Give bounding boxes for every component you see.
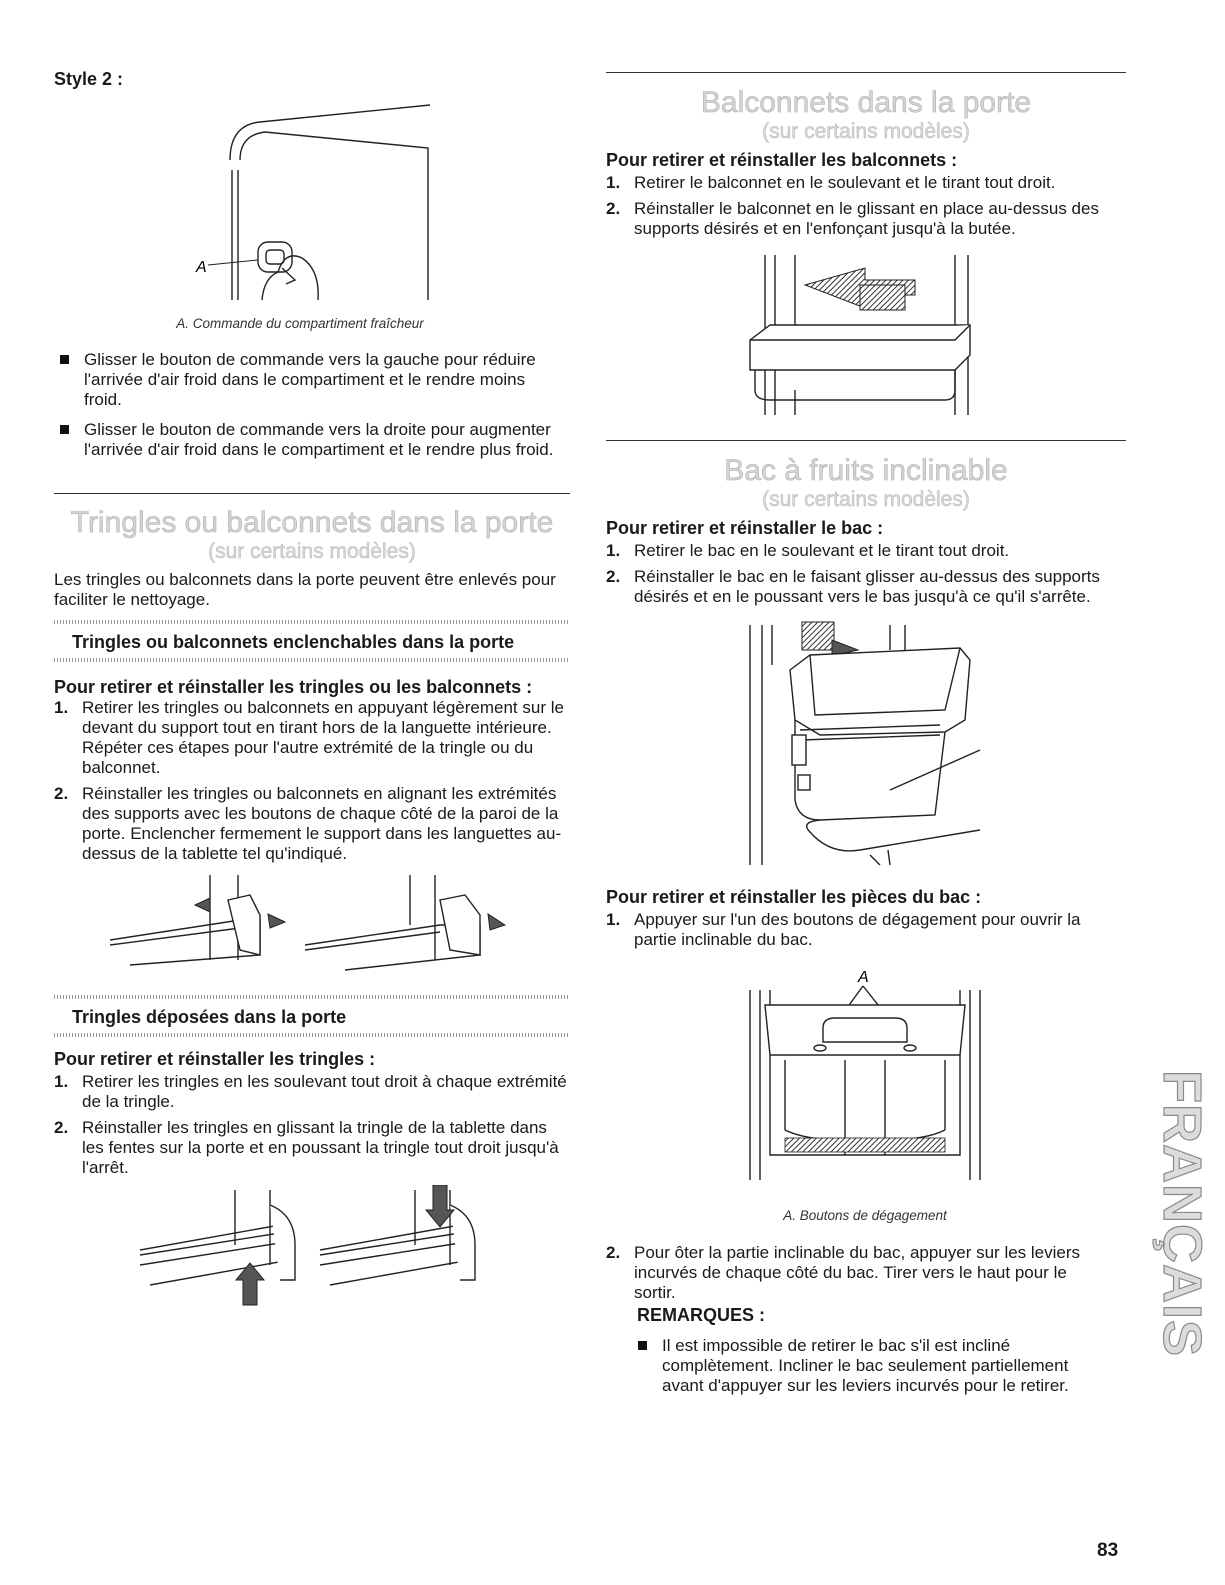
release-buttons-figure: [745, 960, 985, 1190]
hatch-rule: [54, 1033, 570, 1037]
remarks-title: REMARQUES :: [637, 1305, 766, 1325]
step-item: 1. Retirer le bac en le soulevant et le tirant tout droit.: [606, 541, 1010, 560]
section-divider: [54, 493, 570, 494]
sidebar-text: FRANÇAIS: [1152, 1070, 1212, 1357]
bullet-item: Glisser le bouton de commande vers la droite pour augmenter l'arrivée d'air froid dans le compartiment et le rendre plus froid.: [56, 420, 566, 460]
step-item: 2. Réinstaller le balconnet en le glissant en place au-dessus des supports désirés et en l'enfonçant jusqu'à la butée.: [606, 199, 1099, 238]
style-heading: Style 2 :: [54, 69, 124, 89]
s1-steps: [606, 173, 1126, 245]
sub1-heading: Pour retirer et réinstaller les tringles ou les balconnets :: [54, 677, 533, 697]
snap-in-figure: [110, 870, 520, 980]
sub2-steps: [54, 1072, 570, 1184]
tilt-bin-figure: [740, 620, 990, 870]
s2-heading: Pour retirer et réinstaller le bac :: [606, 518, 884, 538]
s2-steps: [606, 541, 1126, 613]
fig2-caption: A. Boutons de dégagement: [783, 1208, 947, 1223]
hatch-rule: [54, 995, 570, 999]
step-item: 2. Pour ôter la partie inclinable du bac, appuyer sur les leviers incurvés de chaque côté du bac. Tirer vers le haut pour le sortir.: [606, 1243, 1081, 1302]
step-item: 2. Réinstaller les tringles en glissant la tringle de la tablette dans les fentes sur la porte et en poussant la tringle tout droit jusqu'à l'arrêt.: [54, 1118, 559, 1177]
fig1-label: A: [196, 259, 207, 276]
door-bin-figure: [740, 250, 990, 420]
s3-step1-list: [606, 910, 1126, 956]
s3-step2-list: [606, 1243, 1111, 1309]
s1-heading: Pour retirer et réinstaller les balconnets :: [606, 150, 958, 170]
sub1-title: Tringles ou balconnets enclenchables dans la porte: [72, 632, 515, 652]
step-item: 1. Retirer les tringles ou balconnets en appuyant légèrement sur le devant du support tout en tirant hors de la languette intérieure. Répéter ces étapes pour l'autre extrémité de la tringle ou du balconnet.: [54, 698, 564, 777]
drop-in-figure: [140, 1185, 500, 1310]
sub1-steps: [54, 698, 570, 870]
section-divider: [606, 72, 1126, 73]
step-item: 1. Retirer le balconnet en le soulevant et le tirant tout droit.: [606, 173, 1056, 192]
s3-heading: Pour retirer et réinstaller les pièces du bac :: [606, 887, 982, 907]
bullet-square: [638, 1341, 647, 1350]
s1-subtitle: (sur certains modèles): [762, 120, 970, 143]
language-sidebar: [1150, 1070, 1214, 1357]
section-divider: [606, 440, 1126, 441]
fig2-label: A: [858, 969, 869, 986]
s1-title: Balconnets dans la porte: [700, 86, 1032, 119]
control-figure: [190, 100, 450, 310]
sub2-title: Tringles déposées dans la porte: [72, 1007, 347, 1027]
s2-title: Bac à fruits inclinable: [724, 454, 1008, 487]
bullet-item: Glisser le bouton de commande vers la gauche pour réduire l'arrivée d'air froid dans le compartiment et le rendre moins froid.: [56, 350, 566, 410]
step-item: 2. Réinstaller le bac en le faisant glisser au-dessus des supports désirés et en le poussant vers le bas jusqu'à ce qu'il s'arrête.: [606, 567, 1100, 606]
section-title: Tringles ou balconnets dans la porte: [70, 506, 554, 539]
bullet-square: [60, 425, 69, 434]
remark-item: Il est impossible de retirer le bac s'il est incliné complètement. Incliner le bac seulement partiellement avant d'appuyer sur les leviers incurvés pour le retirer.: [634, 1336, 1104, 1396]
hatch-rule: [54, 620, 570, 624]
hatch-rule: [54, 658, 570, 662]
section-intro: Les tringles ou balconnets dans la porte peuvent être enlevés pour faciliter le nettoyage.: [54, 570, 556, 609]
section-subtitle: (sur certains modèles): [208, 540, 416, 563]
s2-subtitle: (sur certains modèles): [762, 488, 970, 511]
remarks-list: [634, 1336, 1104, 1402]
control-bullets: [56, 350, 566, 466]
page-number: 83: [1097, 1540, 1119, 1561]
step-item: 1. Retirer les tringles en les soulevant tout droit à chaque extrémité de la tringle.: [54, 1072, 567, 1111]
sub2-heading: Pour retirer et réinstaller les tringles :: [54, 1049, 376, 1069]
fig1-caption: A. Commande du compartiment fraîcheur: [176, 316, 424, 331]
bullet-square: [60, 355, 69, 364]
step-item: 1. Appuyer sur l'un des boutons de dégagement pour ouvrir la partie inclinable du bac.: [606, 910, 1081, 949]
step-item: 2. Réinstaller les tringles ou balconnets en alignant les extrémités des supports avec les boutons de chaque côté de la paroi de la porte. Enclencher fermement le support dans les languettes au-dessus de la tablette tel qu'indiqué.: [54, 784, 562, 863]
